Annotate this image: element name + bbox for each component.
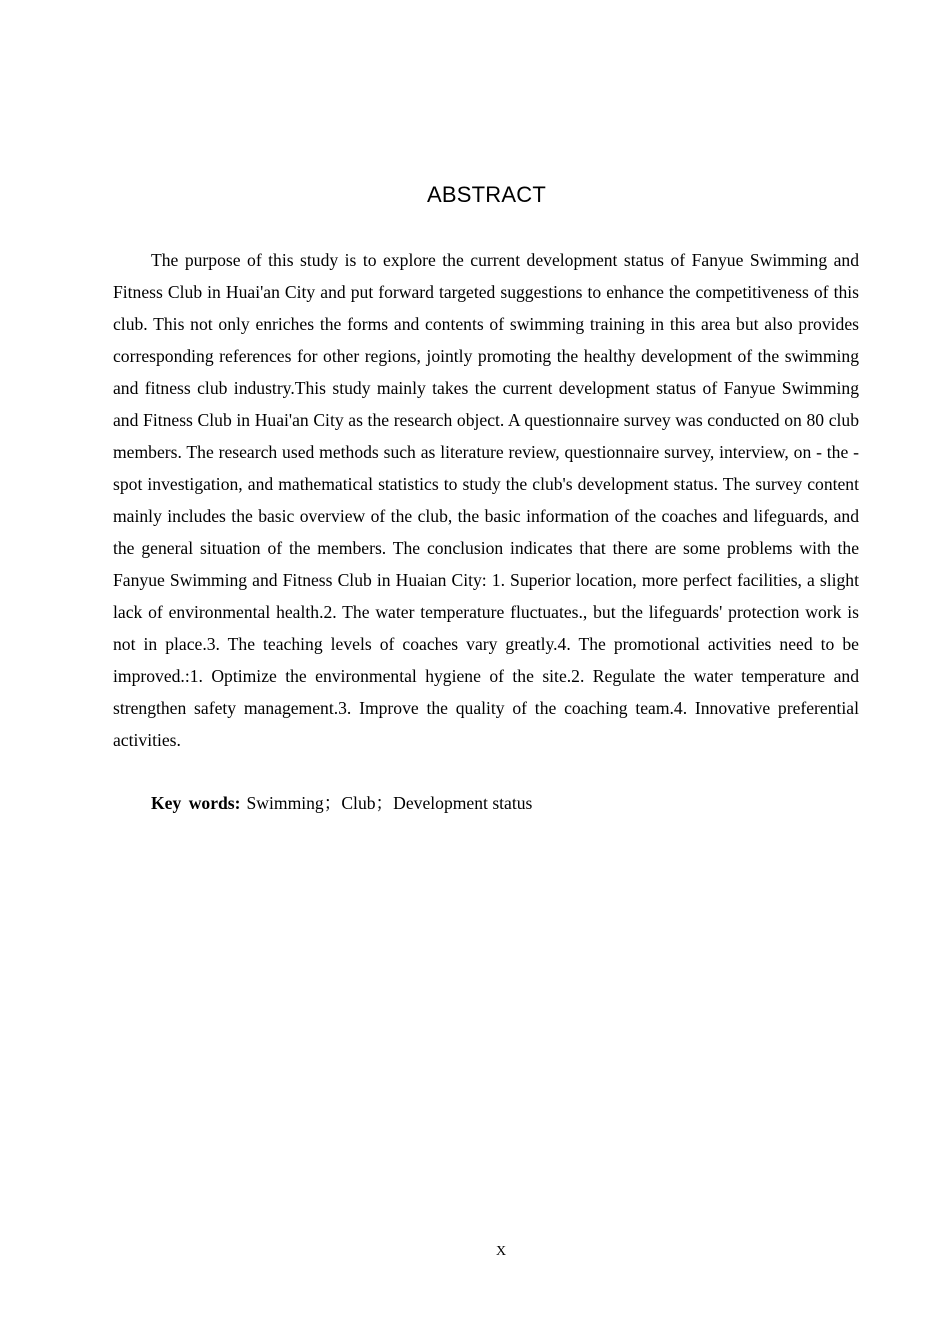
page-number: X	[495, 1244, 507, 1259]
abstract-title: ABSTRACT	[427, 182, 546, 207]
keywords-values: Swimming；Club；Development status	[246, 793, 533, 813]
abstract-body: The purpose of this study is to explore the current development status of Fanyue Swimming and Fitness Club in Huai'an City and put forward targeted suggestions to enhance the competitiveness of this club. This not only enriches the forms and contents of swimming training in this area but also provides corresponding references for other regions, jointly promoting the healthy development of the swimming and fitness club industry.This study mainly takes the current development status of Fanyue Swimming and Fitness Club in Huai'an City as the research object. A questionnaire survey was conducted on 80 club members. The research used methods such as literature review, questionnaire survey, interview, on - the - spot investigation, and mathematical statistics to study the club's development status. The survey content mainly includes the basic overview of the club, the basic information of the coaches and lifeguards, and the general situation of the members. The conclusion indicates that there are some problems with the Fanyue Swimming and Fitness Club in Huaian City: 1. Superior location, more perfect facilities, a slight lack of environmental health.2. The water temperature fluctuates., but the lifeguards' protection work is not in place.3. The teaching levels of coaches vary greatly.4. The promotional activities need to be improved.:1. Optimize the environmental hygiene of the site.2. Regulate the water temperature and strengthen safety management.3. Improve the quality of the coaching team.4. Innovative preferential activities.	[113, 250, 859, 750]
keywords-label: Key words:	[151, 793, 241, 813]
keywords-line	[151, 787, 851, 819]
